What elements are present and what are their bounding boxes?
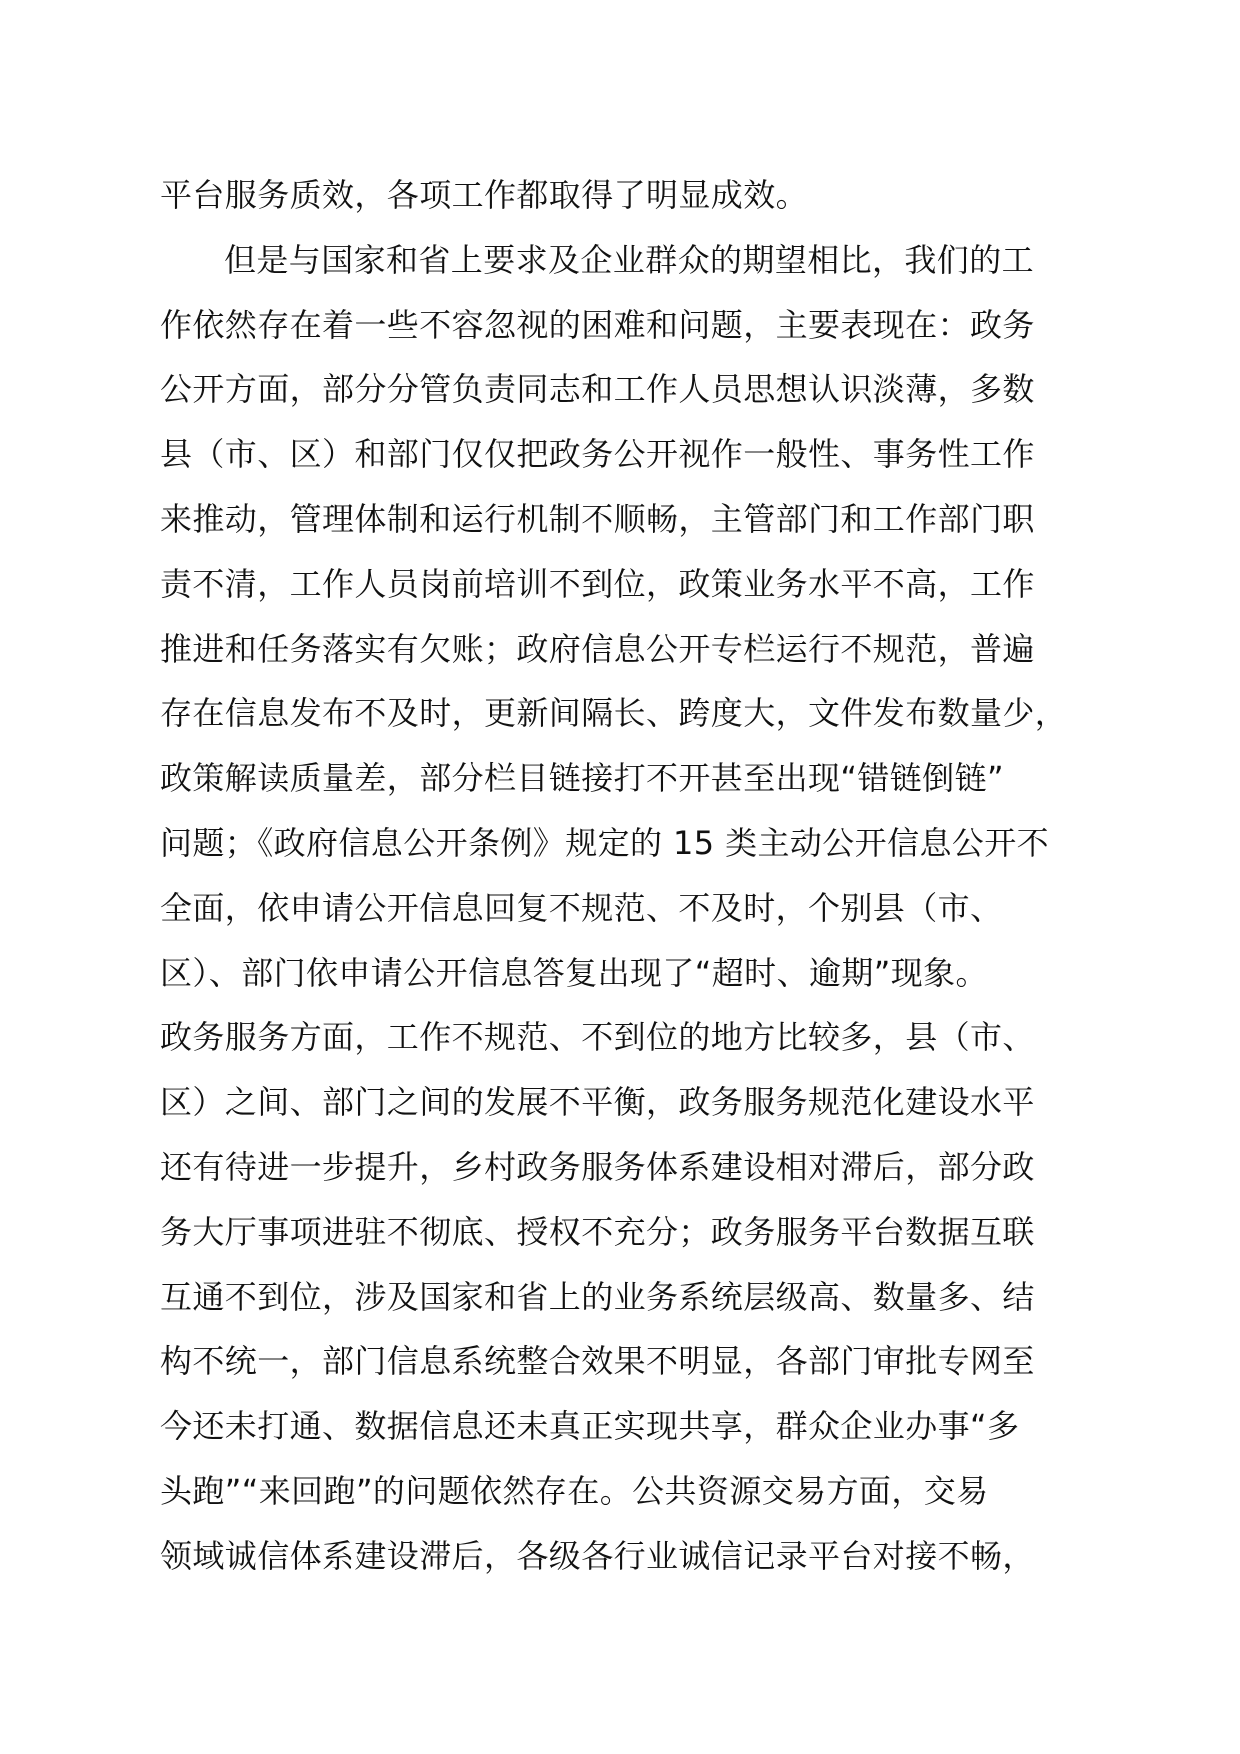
text-line: 公开方面，部分分管负责同志和工作人员思想认识淡薄，多数 bbox=[160, 370, 1035, 409]
text-line: 构不统一，部门信息系统整合效果不明显，各部门审批专网至 bbox=[160, 1342, 1035, 1381]
text-line: 互通不到位，涉及国家和省上的业务系统层级高、数量多、结 bbox=[160, 1277, 1035, 1316]
body-text bbox=[160, 163, 1120, 1589]
text-line: 全面，依申请公开信息回复不规范、不及时，个别县（市、 bbox=[160, 888, 1003, 927]
text-line: 责不清，工作人员岗前培训不到位，政策业务水平不高，工作 bbox=[160, 564, 1035, 603]
text-line: 区）、部门依申请公开信息答复出现了“超时、逾期”现象。 bbox=[160, 953, 988, 992]
text-line: 存在信息发布不及时，更新间隔长、跨度大，文件发布数量少， bbox=[160, 694, 1068, 733]
text-line: 领域诚信体系建设滞后，各级各行业诚信记录平台对接不畅， bbox=[160, 1536, 1035, 1575]
text-line: 区）之间、部门之间的发展不平衡，政务服务规范化建设水平 bbox=[160, 1083, 1035, 1122]
text-line: 推进和任务落实有欠账；政府信息公开专栏运行不规范，普遍 bbox=[160, 629, 1035, 668]
text-line: 今还未打通、数据信息还未真正实现共享，群众企业办事“多 bbox=[160, 1407, 1020, 1446]
text-line: 政策解读质量差，部分栏目链接打不开甚至出现“错链倒链” bbox=[160, 759, 1004, 798]
text-line: 头跑”“来回跑”的问题依然存在。公共资源交易方面，交易 bbox=[160, 1471, 989, 1510]
text-line: 还有待进一步提升，乡村政务服务体系建设相对滞后，部分政 bbox=[160, 1147, 1035, 1186]
text-line: 问题；《政府信息公开条例》规定的 15 类主动公开信息公开不 bbox=[160, 823, 1050, 862]
text-line: 县（市、区）和部门仅仅把政务公开视作一般性、事务性工作 bbox=[160, 435, 1035, 474]
text-line: 务大厅事项进驻不彻底、授权不充分；政务服务平台数据互联 bbox=[160, 1212, 1035, 1251]
text-line: 平台服务质效，各项工作都取得了明显成效。 bbox=[160, 176, 809, 214]
paragraph-start-line: 但是与国家和省上要求及企业群众的期望相比，我们的工 bbox=[224, 240, 1035, 279]
text-line: 作依然存在着一些不容忽视的困难和问题，主要表现在：政务 bbox=[160, 305, 1035, 344]
text-line: 政务服务方面，工作不规范、不到位的地方比较多，县（市、 bbox=[160, 1018, 1035, 1057]
text-line: 来推动，管理体制和运行机制不顺畅，主管部门和工作部门职 bbox=[160, 499, 1035, 538]
